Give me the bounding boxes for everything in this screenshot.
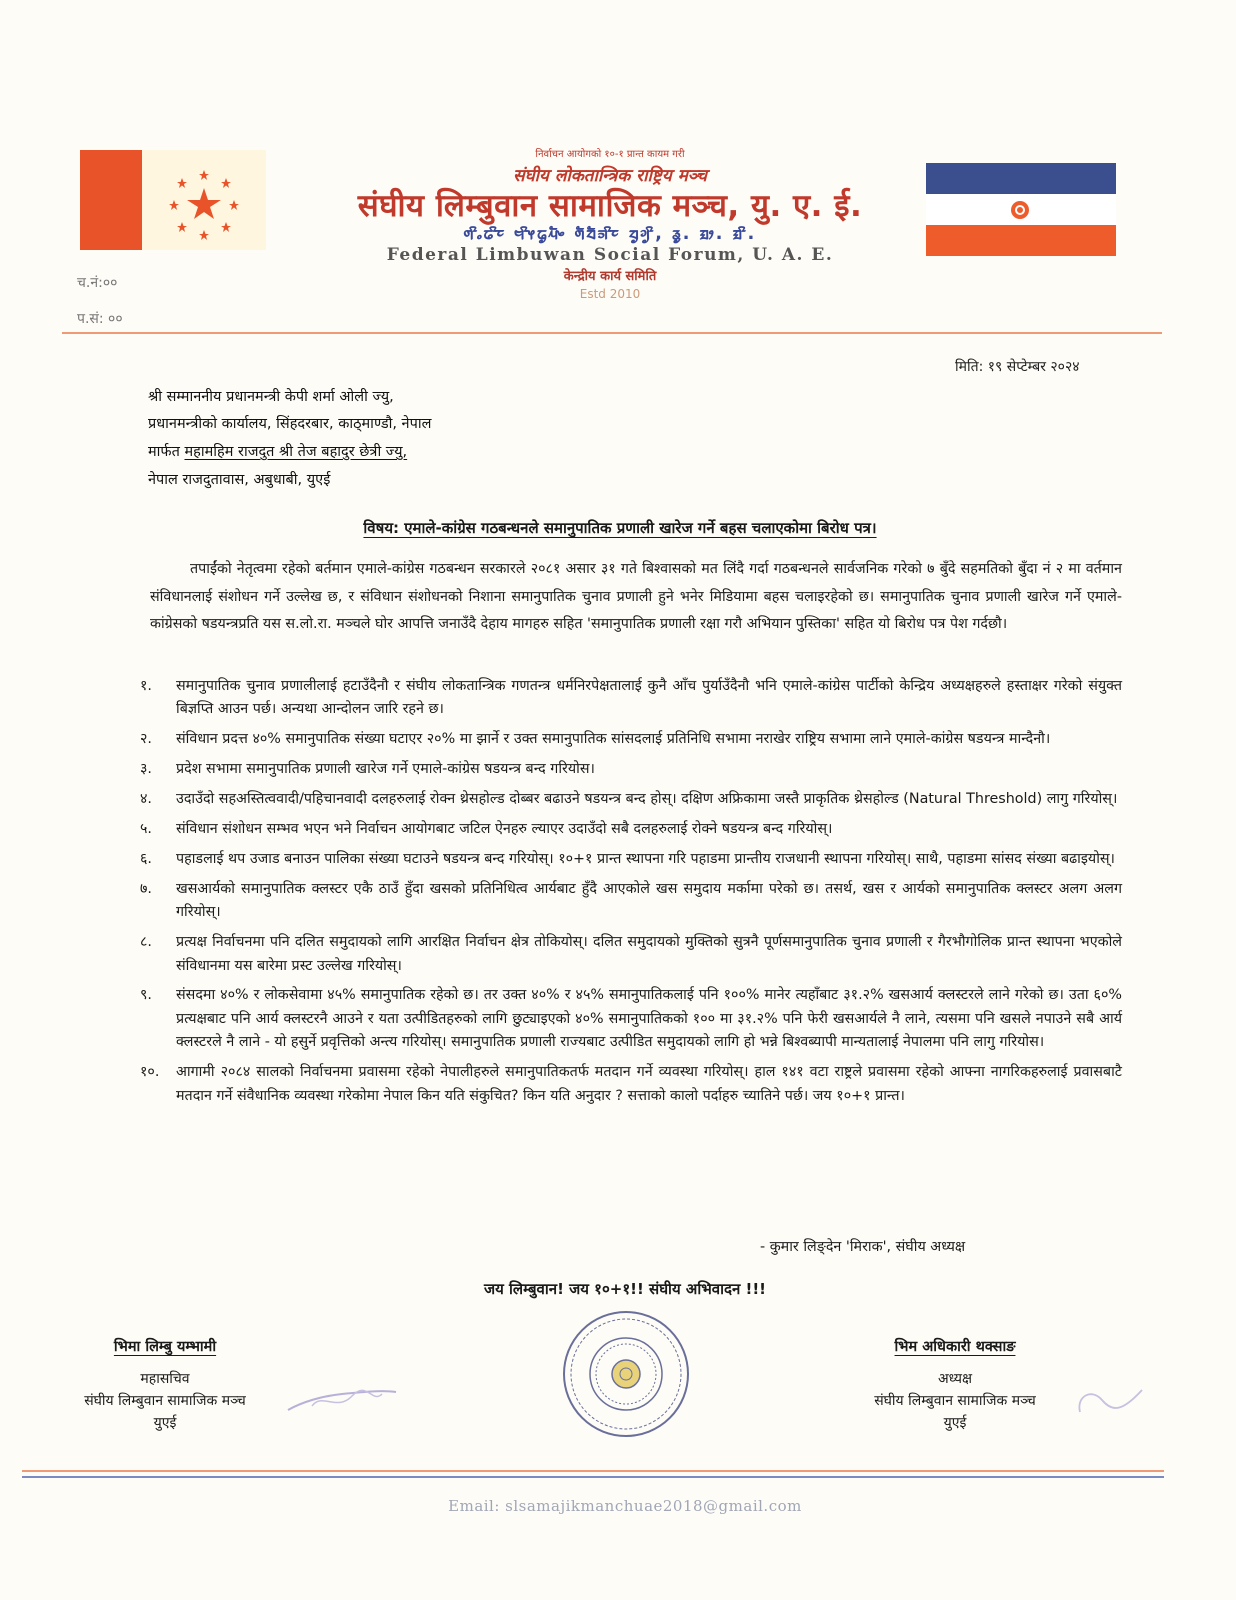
item-text: संविधान संशोधन सम्भव भएन भने निर्वाचन आयोगबाट जटिल ऐनहरु ल्याएर उदाउँदो सबै दलहरुलाई रोक्ने षडयन्त्र बन्द गरियोस्। — [176, 821, 833, 838]
item-text: उदाउँदो सहअस्तित्ववादी/पहिचानवादी दलहरुलाई रोक्न थ्रेसहोल्ड दोब्बर बढाउने षडयन्त्र बन्द होस्। दक्षिण अफ्रिकामा जस्तै प्राकृतिक थ्रेसहोल्ड (Natural Threshold) लागु गरियोस्। — [176, 791, 1118, 808]
item-number: ५. — [140, 821, 152, 838]
organization-name-limbu: ᤛᤡᤱᤒᤡᤰ ᤗᤡᤶᤒᤢᤘᤠᤴ ᤛᤠᤔᤠᤈᤡᤰ ᤔᤢᤆᤢᤡ, ᤕᤢ. ᤀᤣ. ᤀᤡ. — [463, 223, 757, 244]
letter-subject: विषय: एमाले-कांग्रेस गठबन्धनले समानुपातिक प्रणाली खारेज गर्ने बहस चलाएकोमा बिरोध पत्र। — [363, 519, 877, 537]
item-text: समानुपातिक चुनाव प्रणालीलाई हटाउँदैनौ र संघीय लोकतान्त्रिक गणतन्त्र धर्मनिरपेक्षतालाई कुनै आँच पुर्याउँदैनौ भनि एमाले-कांग्रेस पार्टीको केन्द्रिय अध्यक्षहरुले हस्ताक्षर गरेको संयुक्त बिज्ञप्ति आउन पर्छ। अन्यथा आन्दोलन जारि रहने छ। — [176, 678, 1122, 718]
official-seal — [560, 1308, 692, 1440]
list-item — [140, 878, 1122, 925]
sun-icon — [1009, 199, 1031, 221]
item-text: प्रत्यक्ष निर्वाचनमा पनि दलित समुदायको लागि आरक्षित निर्वाचन क्षेत्र तोकियोस्। दलित समुदायको मुक्तिको सुत्रनै पूर्णसमानुपातिक चुनाव प्रणाली र गैरभौगोलिक प्रान्त स्थापना भएकोले संविधानमा यस बारेमा प्रस्ट उल्लेख गरियोस्। — [176, 934, 1122, 974]
list-item — [140, 931, 1122, 978]
item-text: संसदमा ४०% र लोकसेवामा ४५% समानुपातिक रहेको छ। तर उक्त ४०% र ४५% समानुपातिकलाई पनि १००% मानेर त्यहाँबाट ३१.२% खसआर्य क्लस्टरले लाने गरेको छ। उता ६०% प्रत्यक्षबाट पनि आर्य क्लस्टरनै आउने र यता उत्पीडितहरुको लागि छुट्याइएको ४०% समानुपातिकको १०० मा ३१.२% पनि फेरी खसआर्यले नै लाने, त्यसमा पनि खसले नपाउने सबै आर्य क्लस्टरले नै लाने - यो हसुर्ने प्रवृत्तिको अन्त्य गरियोस्। समानुपातिक प्रणाली राज्यबाट उत्पीडित समुदायको लागि हो भन्ने बिश्वब्यापी मान्यतालाई नेपालमा पनि लागु गरियोस। — [176, 987, 1122, 1051]
letter-date: मिति: १९ सेप्टेम्बर २०२४ — [955, 359, 1080, 375]
recipient-line-3 — [148, 441, 407, 461]
signatory-name: भिम अधिकारी थक्साङ — [894, 1339, 1016, 1355]
signatory-name: भिमा लिम्बु यम्भामी — [113, 1339, 217, 1355]
ambassador-name: महामहिम राजदुत श्री तेज बहादुर छेत्री ज्यु, — [184, 444, 408, 460]
item-number: १. — [140, 678, 152, 694]
footer-email: Email: slsamajikmanchuae2018@gmail.com — [448, 1497, 802, 1515]
author-signature-line: - कुमार लिङ्देन 'मिराक', संघीय अध्यक्ष — [760, 1239, 966, 1255]
item-text: आगामी २०८४ सालको निर्वाचनमा प्रवासमा रहेको नेपालीहरुले समानुपातिकतर्फ मतदान गर्ने व्यवस्था गरियोस्। हाल १४१ वटा राष्ट्रले प्रवासमा रहेको आफ्ना नागरिकहरुलाई प्रवासबाटै मतदान गर्ने संवैधानिक व्यवस्था गरेकोमा नेपाल किन यति संकुचित? किन यति अनुदार ? सत्ताको कालो पर्दाहरु च्यातिने पर्छ। जय १०+१ प्रान्त। — [176, 1064, 1122, 1104]
organization-name-english: Federal Limbuwan Social Forum, U. A. E. — [386, 245, 834, 265]
list-item — [140, 675, 1122, 722]
item-number: ४. — [140, 791, 152, 808]
signatory-left — [40, 1336, 290, 1434]
via-label: मार्फत — [148, 444, 185, 460]
organization-name: संघीय लिम्बुवान सामाजिक मञ्च, यु. ए. ई. — [357, 188, 863, 224]
signature-mark-left — [282, 1382, 402, 1420]
item-number: ३. — [140, 761, 152, 778]
item-text: संविधान प्रदत्त ४०% समानुपातिक संख्या घटाएर २०% मा झार्ने र उक्त समानुपातिक सांसदलाई प्रतिनिधि सभामा नराखेर राष्ट्रिय सभामा लाने एमाले-कांग्रेस षडयन्त्र मान्दैनौ। — [176, 731, 1051, 748]
list-item — [140, 1061, 1122, 1108]
header-divider — [62, 332, 1162, 334]
list-item — [140, 984, 1122, 1054]
item-number: ७. — [140, 880, 152, 897]
list-item — [140, 848, 1122, 871]
central-committee: केन्द्रीय कार्य समिति — [563, 269, 657, 284]
intro-paragraph: तपाईंको नेतृत्वमा रहेको बर्तमान एमाले-कांग्रेस गठबन्धन सरकारले २०८१ असार ३१ गते बिश्वासको मत लिंदै गर्दा गठबन्धनले सार्वजनिक गरेको ७ बुँदे सहमतिको बुँदा नं २ मा वर्तमान संविधानलाई संशोधन गर्ने उल्लेख छ, र संविधान संशोधनको निशाना समानुपातिक चुनाव प्रणाली हुने भनेर मिडियामा बहस चलाइरहेको छ। समानुपातिक चुनाव प्रणाली खारेज गर्ने एमाले-कांग्रेसको षडयन्त्रप्रति यस स.लो.रा. मञ्चले घोर आपत्ति जनाउँदै देहाय मागहरु सहित 'समानुपातिक प्रणाली रक्षा गरौ अभियान पुस्तिका' सहित यो बिरोध पत्र पेश गर्दछौ। — [150, 561, 1122, 632]
header-top-line: निर्वाचन आयोगको १०-१ प्रान्त कायम गरी — [535, 149, 685, 160]
list-item — [140, 818, 1122, 841]
chalani-number: च.नं:०० — [77, 275, 118, 291]
list-item — [140, 758, 1122, 781]
item-number: ८. — [140, 934, 152, 951]
list-item — [140, 788, 1122, 811]
star-emblem-icon — [142, 150, 266, 250]
signatory-org: संघीय लिम्बुवान सामाजिक मञ्च — [874, 1393, 1036, 1409]
signatory-org: संघीय लिम्बुवान सामाजिक मञ्च — [84, 1393, 246, 1409]
closing-slogan: जय लिम्बुवान! जय १०+१!! संघीय अभिवादन !!! — [483, 1280, 767, 1298]
header-line-1: संघीय लोकतान्त्रिक राष्ट्रिय मञ्च — [513, 166, 707, 186]
recipient-line-2: प्रधानमन्त्रीको कार्यालय, सिंहदरबार, काठ्माण्डौ, नेपाल — [148, 416, 432, 432]
item-number: २. — [140, 731, 152, 748]
signatory-place: युएई — [153, 1415, 177, 1431]
right-flag-logo — [926, 163, 1116, 256]
recipient-line-1: श्री सम्माननीय प्रधानमन्त्री केपी शर्मा ओली ज्यु, — [148, 389, 394, 405]
item-number: ६. — [140, 850, 152, 867]
established-year: Estd 2010 — [579, 287, 641, 301]
signatory-place: युएई — [943, 1415, 967, 1431]
item-text: प्रदेश सभामा समानुपातिक प्रणाली खारेज गर्ने एमाले-कांग्रेस षडयन्त्र बन्द गरियोस। — [176, 761, 595, 778]
signature-mark-right — [1072, 1382, 1150, 1420]
list-item — [140, 728, 1122, 751]
signatory-title: महासचिव — [140, 1371, 190, 1387]
item-text: खसआर्यको समानुपातिक क्लस्टर एकै ठाउँ हुँदा खसको प्रतिनिधित्व आर्यबाट हुँदै आएकोले खस समुदाय मर्कामा परेको छ। तसर्थ, खस र आर्यको समानुपातिक क्लस्टर अलग अलग गरियोस्। — [176, 880, 1122, 921]
signatory-title: अध्यक्ष — [937, 1371, 973, 1387]
item-text: पहाडलाई थप उजाड बनाउन पालिका संख्या घटाउने षडयन्त्र बन्द गरियोस्। १०+१ प्रान्त स्थापना गरि पहाडमा प्रान्तीय राजधानी स्थापना गरियोस्। साथै, पहाडमा सांसद संख्या बढाइयोस्। — [176, 850, 1115, 867]
footer-divider-blue — [22, 1476, 1164, 1478]
footer-divider-orange — [22, 1470, 1164, 1472]
signatory-right — [830, 1336, 1080, 1434]
item-number: ९. — [140, 987, 152, 1004]
letter-number: प.सं: ०० — [77, 311, 123, 327]
item-number: १०. — [140, 1064, 160, 1081]
recipient-line-4: नेपाल राजदुतावास, अबुधाबी, युएई — [148, 472, 331, 488]
demands-list — [140, 675, 1122, 1115]
left-flag-logo — [80, 150, 266, 250]
